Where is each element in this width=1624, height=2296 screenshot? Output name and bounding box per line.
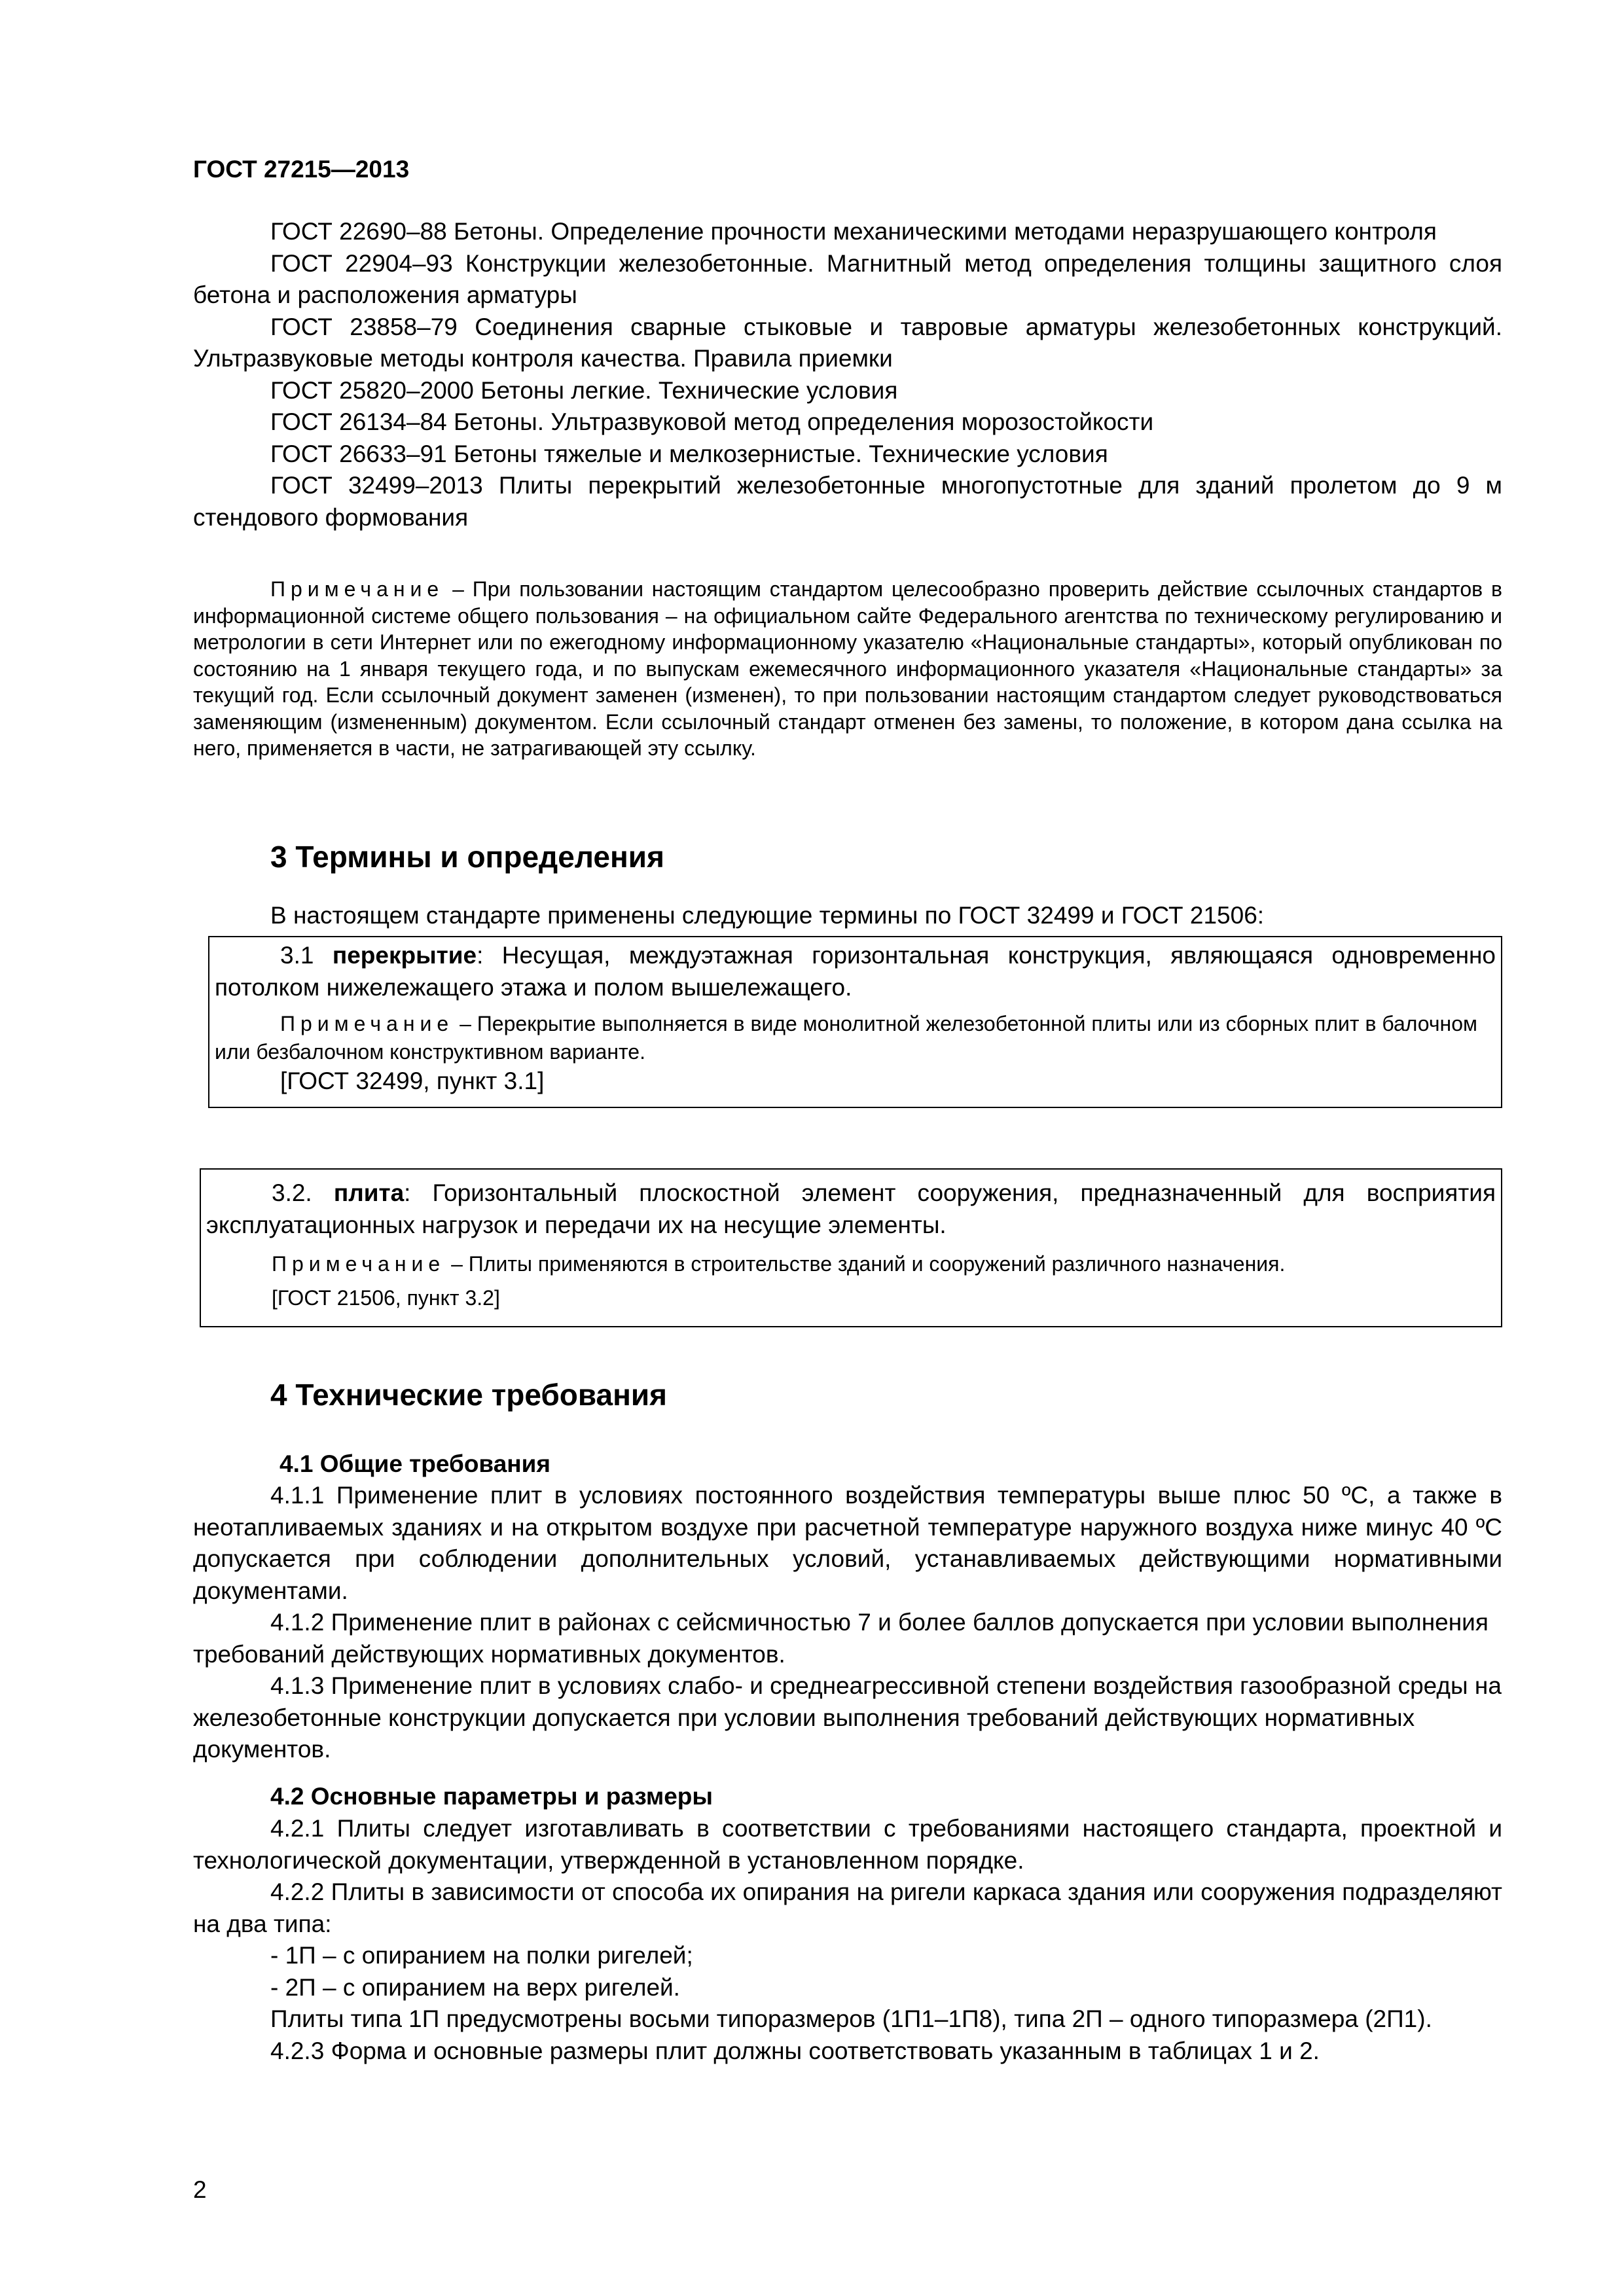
term-name: плита — [333, 1179, 405, 1206]
subsection-4-2-body — [193, 1813, 1502, 2067]
list-item: - 1П – с опиранием на полки ригелей; — [270, 1942, 693, 1969]
document-page — [193, 0, 1502, 2296]
note-label: Примечание — [280, 1012, 454, 1035]
section-3-intro: В настоящем стандарте применены следующие термины по ГОСТ 32499 и ГОСТ 21506: — [270, 902, 1265, 929]
subsection-4-1-body — [193, 1480, 1502, 1766]
paragraph: 4.1.2 Применение плит в районах с сейсмичностью 7 и более баллов допускается при условии выполнения требований действующих нормативных документов. — [193, 1609, 1489, 1668]
term-definition: 3.2. плита: Горизонтальный плоскостной элемент сооружения, предназначенный для восприятия эксплуатационных нагрузок и передачи их на несущие элементы. — [206, 1179, 1496, 1238]
term-definition: 3.1 перекрытие: Несущая, междуэтажная горизонтальная конструкция, являющаяся одновременно потолком нижележащего этажа и полом вышележащего. — [215, 942, 1496, 1001]
subsection-4-2-title: 4.2 Основные параметры и размеры — [270, 1783, 713, 1810]
paragraph: 4.1.1 Применение плит в условиях постоянного воздействия температуры выше плюс 50 ºС, а также в неотапливаемых зданиях и на открытом воздухе при расчетной температуре наружного воздуха ниже минус 40 ºС допускается при соблюдении дополнительных условий, устанавливаемых действующими нормативными документами. — [193, 1482, 1502, 1604]
term-source: [ГОСТ 32499, пункт 3.1] — [280, 1067, 545, 1094]
term-box-slab — [200, 1168, 1502, 1327]
section-3-title: 3 Термины и определения — [270, 840, 664, 874]
term-note — [206, 1250, 1496, 1278]
page-number: 2 — [193, 2176, 207, 2203]
reference-item: ГОСТ 23858–79 Соединения сварные стыковые и тавровые арматуры железобетонных конструкций. Ультразвуковые методы контроля качества. Правила приемки — [193, 313, 1502, 372]
document-header: ГОСТ 27215—2013 — [193, 156, 410, 183]
reference-item: ГОСТ 32499–2013 Плиты перекрытий железобетонные многопустотные для зданий пролетом до 9 м стендового формования — [193, 472, 1502, 531]
list-item: - 2П – с опиранием на верх ригелей. — [270, 1973, 680, 2001]
reference-item: ГОСТ 26134–84 Бетоны. Ультразвуковой метод определения морозостойкости — [270, 408, 1154, 435]
normative-references-list — [193, 216, 1502, 533]
reference-item: ГОСТ 22904–93 Конструкции железобетонные. Магнитный метод определения толщины защитного слоя бетона и расположения арматуры — [193, 249, 1502, 308]
reference-item: ГОСТ 26633–91 Бетоны тяжелые и мелкозернистые. Технические условия — [270, 440, 1108, 467]
note-label: Примечание — [270, 577, 444, 601]
note-label: Примечание — [272, 1252, 446, 1276]
term-note — [215, 1010, 1496, 1066]
paragraph: 4.2.2 Плиты в зависимости от способа их опирания на ригели каркаса здания или сооружения подразделяют на два типа: — [193, 1878, 1502, 1937]
term-name: перекрытие — [332, 942, 477, 969]
section-4-title: 4 Технические требования — [270, 1378, 667, 1412]
note-text: – При пользовании настоящим стандартом целесообразно проверить действие ссылочных стандартов в информационной системе общего пользования – на официальном сайте Федерального агентства по техническому регулированию и метрологии в сети Интернет или по ежегодному информационному указателю «Национальные стандарты», который опубликован по состоянию на 1 января текущего года, и по выпускам ежемесячного информационного указателя «Национальные стандарты» за текущий год. Если ссылочный документ заменен (изменен), то при пользовании настоящим стандартом следует руководствоваться заменяющим (измененным) документом. Если ссылочный стандарт отменен без замены, то положение, в котором дана ссылка на него, применяется в части, не затрагивающей эту ссылку. — [193, 577, 1502, 760]
reference-item: ГОСТ 25820–2000 Бетоны легкие. Технические условия — [270, 376, 898, 404]
note-text: – Плиты применяются в строительстве зданий и сооружений различного назначения. — [445, 1252, 1286, 1276]
note-text: – Перекрытие выполняется в виде монолитной железобетонной плиты или из сборных плит в балочном или безбалочном конструктивном варианте. — [215, 1012, 1478, 1064]
term-box-overlap — [208, 936, 1502, 1108]
reference-item: ГОСТ 22690–88 Бетоны. Определение прочности механическими методами неразрушающего контроля — [270, 218, 1437, 245]
subsection-4-1-title: 4.1 Общие требования — [280, 1450, 550, 1477]
term-source: [ГОСТ 21506, пункт 3.2] — [272, 1286, 500, 1310]
paragraph: 4.2.3 Форма и основные размеры плит должны соответствовать указанным в таблицах 1 и 2. — [270, 2037, 1320, 2064]
paragraph: 4.2.1 Плиты следует изготавливать в соответствии с требованиями настоящего стандарта, проектной и технологической документации, утвержденной в установленном порядке. — [193, 1815, 1502, 1874]
references-note — [193, 576, 1502, 762]
paragraph: Плиты типа 1П предусмотрены восьми типоразмеров (1П1–1П8), типа 2П – одного типоразмера (2П1). — [270, 2005, 1432, 2032]
paragraph: 4.1.3 Применение плит в условиях слабо- и среднеагрессивной степени воздействия газообразной среды на железобетонные конструкции допускается при условии выполнения требований действующих нормативных документов. — [193, 1672, 1502, 1763]
